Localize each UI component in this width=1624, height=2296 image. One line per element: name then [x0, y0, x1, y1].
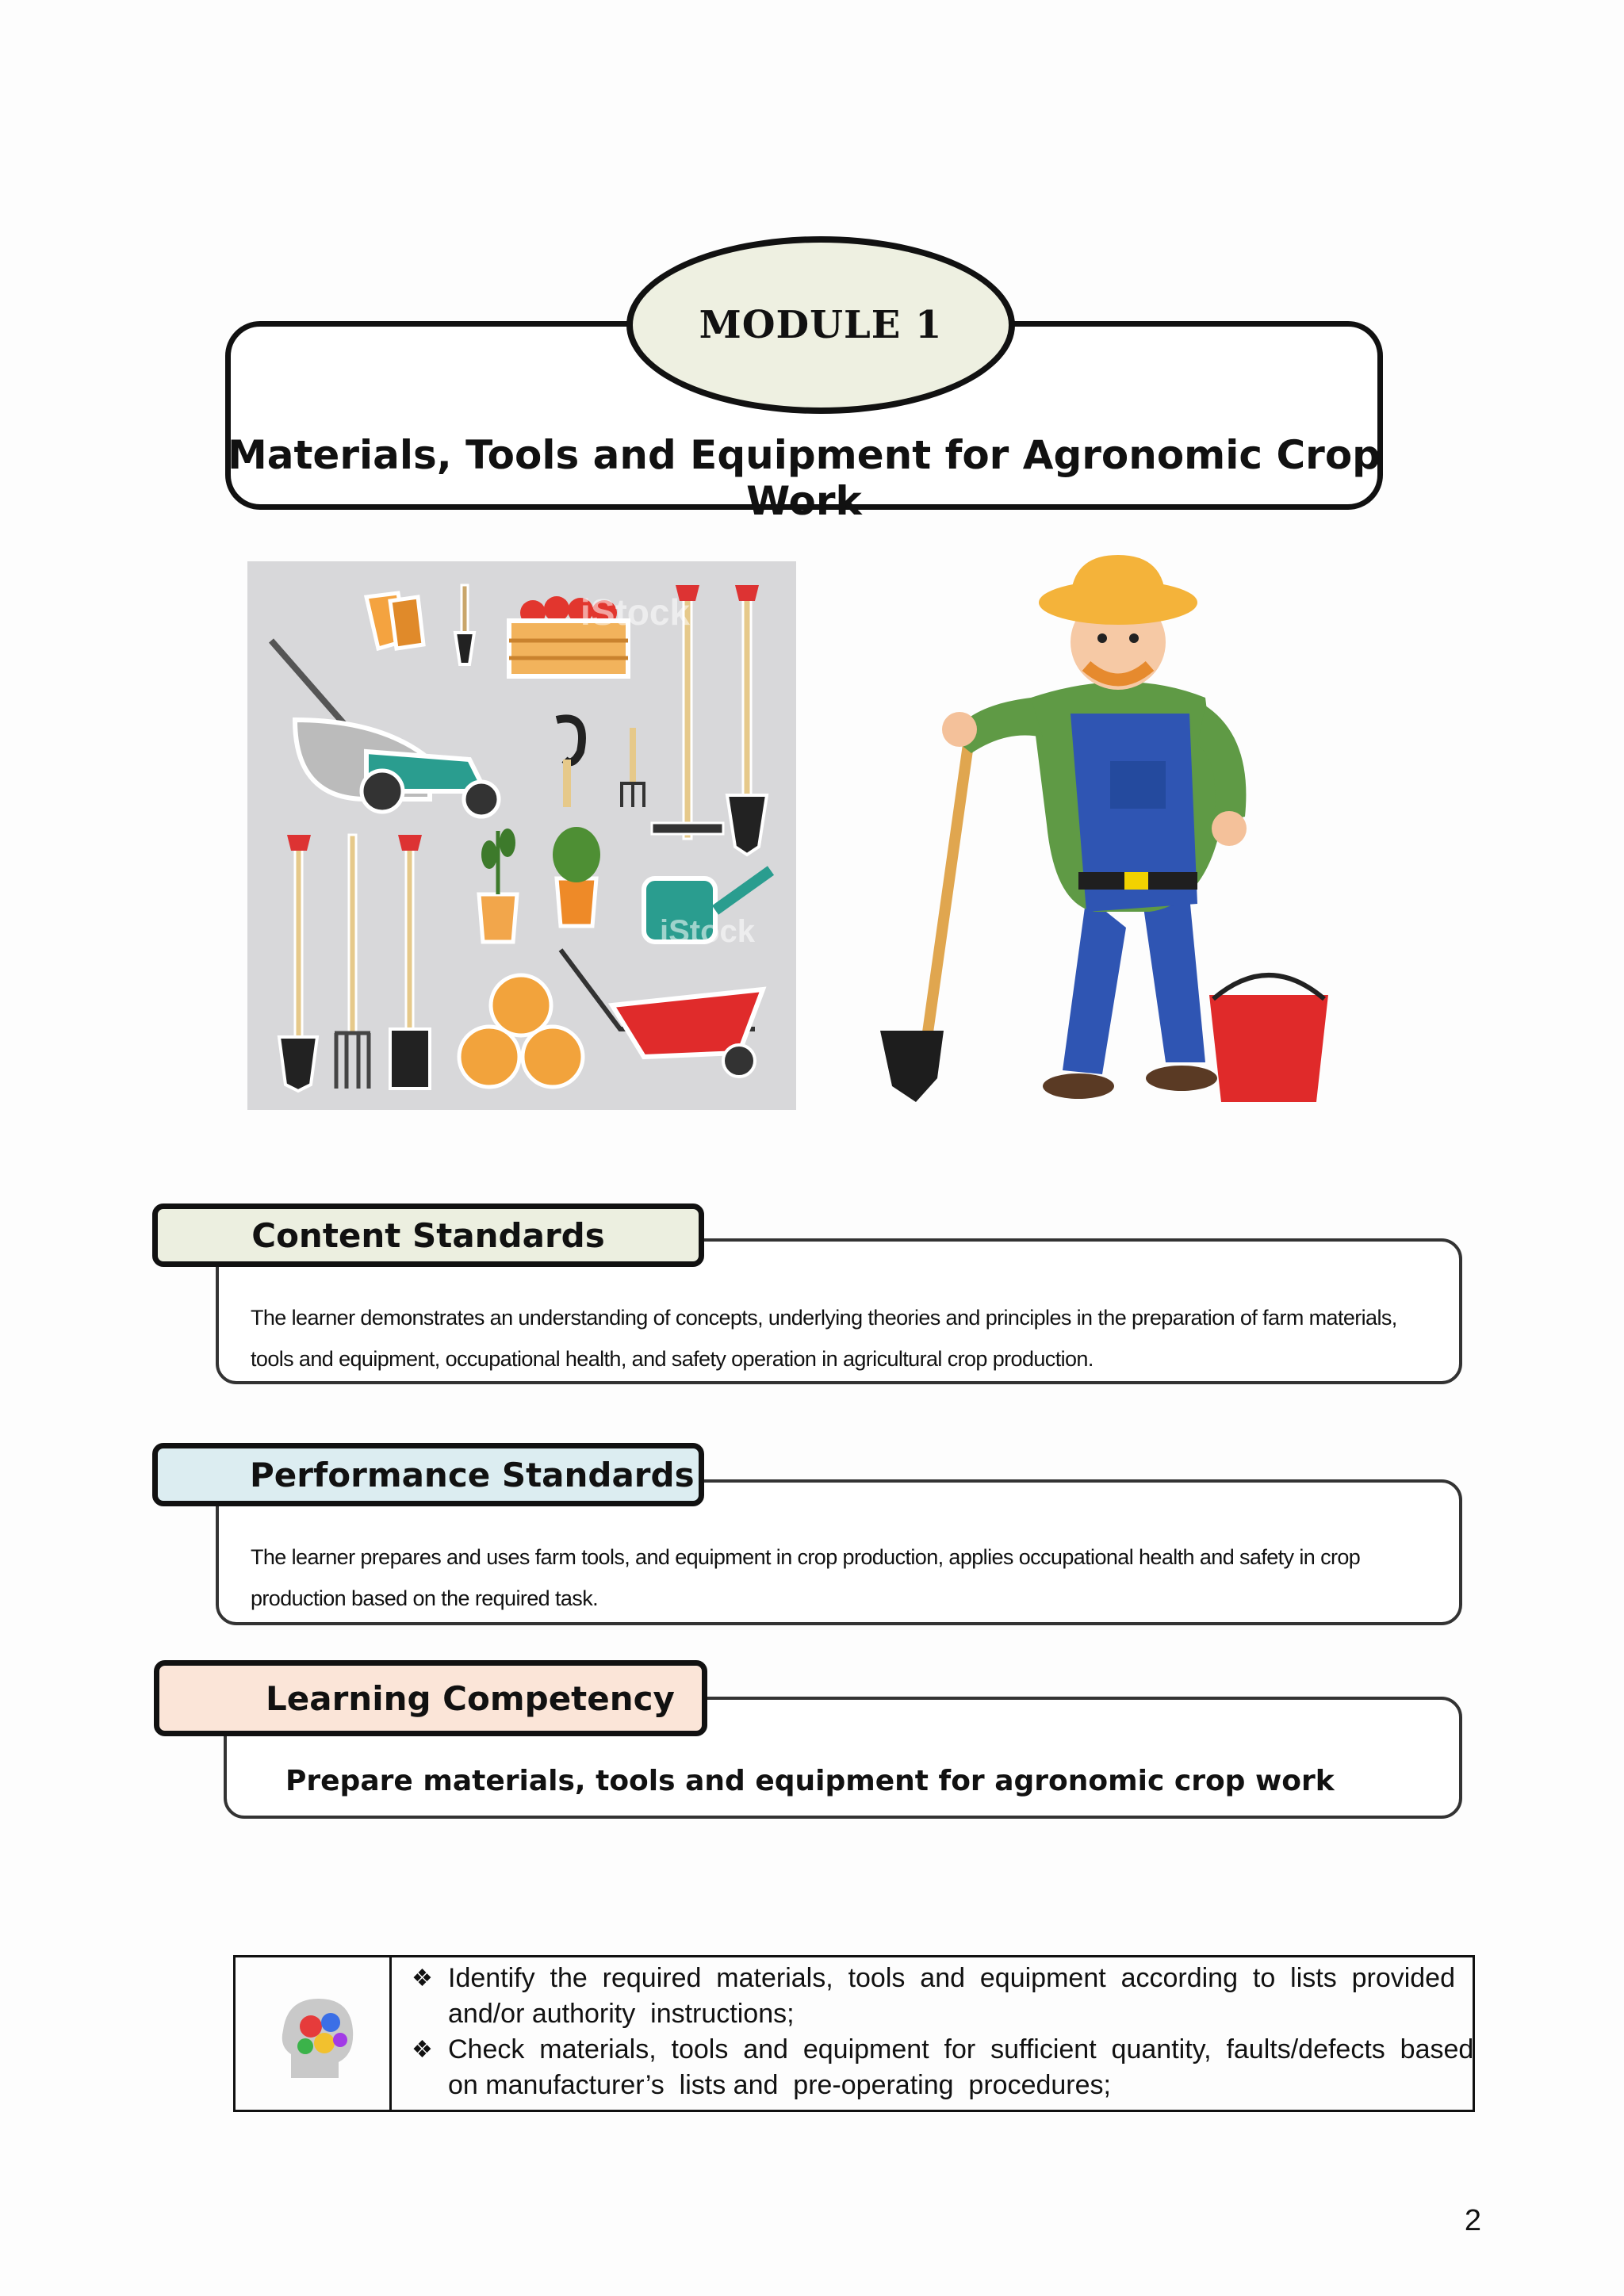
bullet-icon: ❖	[412, 1965, 433, 1992]
tools-watermark: iStock	[580, 591, 691, 633]
performance-standards-line1: The learner prepares and uses farm tools, and equipment in crop production, applies occupational health and safety in crop	[251, 1545, 1361, 1569]
module-title: Materials, Tools and Equipment for Agronomic Crop Work	[228, 432, 1381, 524]
brain-gears-icon	[275, 1991, 362, 2086]
content-standards-heading: Content Standards	[251, 1215, 605, 1255]
farmer-illustration	[872, 555, 1348, 1118]
objectives-table	[233, 1955, 1475, 2112]
performance-standards-heading: Performance Standards	[250, 1455, 695, 1494]
tools-illustration	[247, 561, 796, 1110]
bucket-icon	[1209, 975, 1328, 1102]
performance-standards-tab	[152, 1443, 704, 1506]
module-label: MODULE 1	[699, 303, 943, 347]
learning-competency-text: Prepare materials, tools and equipment for agronomic crop work	[285, 1765, 1335, 1797]
content-standards-tab	[152, 1203, 704, 1267]
performance-standards-line2: production based on the required task.	[251, 1586, 599, 1610]
objective-1-line1: Identify the required materials, tools and equipment according to lists provided	[448, 1963, 1456, 1993]
bullet-icon: ❖	[412, 2037, 433, 2063]
shovel-icon	[880, 722, 977, 1102]
gloves-icon	[366, 593, 423, 649]
objective-item	[412, 2032, 1474, 2103]
content-standards-line1: The learner demonstrates an understanding of concepts, underlying theories and principles in the preparation of farm materials,	[251, 1306, 1397, 1330]
objective-2-line1: Check materials, tools and equipment for sufficient quantity, faults/defects based	[448, 2034, 1474, 2064]
objective-2-line2: on manufacturer’s lists and pre-operating procedures;	[448, 2070, 1111, 2100]
learning-competency-tab	[154, 1660, 707, 1736]
content-standards-line2: tools and equipment, occupational health, and safety operation in agricultural crop production.	[251, 1347, 1094, 1371]
page-number: 2	[1464, 2204, 1481, 2237]
objectives-list	[412, 1961, 1474, 2103]
objective-1-line2: and/or authority instructions;	[448, 1999, 795, 2029]
objectives-divider	[389, 1957, 392, 2110]
objective-item	[412, 1961, 1458, 2032]
learning-competency-heading: Learning Competency	[266, 1678, 675, 1718]
module-label-oval	[626, 236, 1015, 414]
tools-watermark-2: iStock	[660, 914, 756, 949]
